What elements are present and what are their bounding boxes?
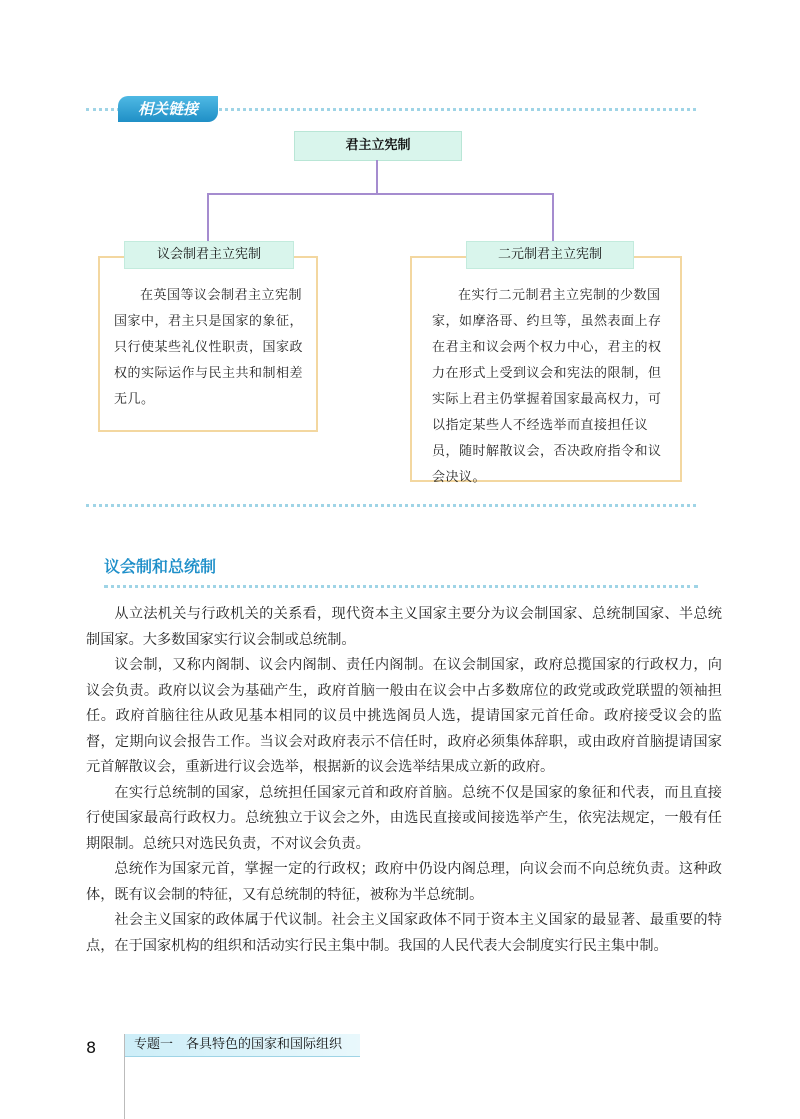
page-number: 8 [86,1038,97,1057]
footer-underline [124,1056,360,1057]
footer-chapter-title: 专题一 各具特色的国家和国际组织 [134,1037,343,1052]
section-dotted-divider [104,585,698,588]
body-paragraph: 总统作为国家元首，掌握一定的行政权；政府中仍设内阁总理，向议会而不向总统负责。这种政体，既有议会制的特征，又有总统制的特征，被称为半总统制。 [86,861,722,903]
left-panel-title: 议会制君主立宪制 [124,241,294,269]
body-paragraph: 议会制，又称内阁制、议会内阁制、责任内阁制。在议会制国家，政府总揽国家的行政权力，向议会负责。政府以议会为基础产生，政府首脑一般由在议会中占多数席位的政党或政党联盟的领袖担任。政府首脑往往从政见基本相同的议员中挑选阁员人选，提请国家元首任命。政府接受议会的监督，定期向议会报告工作。当议会对政府表示不信任时，政府必须集体辞职，或由政府首脑提请国家元首解散议会，重新进行议会选举，根据新的议会选举结果成立新的政府。 [86,657,722,775]
body-paragraph: 在实行总统制的国家，总统担任国家元首和政府首脑。总统不仅是国家的象征和代表，而且直接行使国家最高行政权力。总统独立于议会之外，由选民直接或间接选举产生，依宪法规定，一般有任期限制。总统只对选民负责，不对议会负责。 [86,784,722,852]
connector-left [207,193,209,241]
body-paragraph: 从立法机关与行政机关的关系看，现代资本主义国家主要分为议会制国家、总统制国家、半总统制国家。大多数国家实行议会制或总统制。 [86,606,722,648]
right-panel-paragraph: 在实行二元制君主立宪制的少数国家，如摩洛哥、约旦等，虽然表面上存在君主和议会两个权力中心，君主的权力在形式上受到议会和宪法的限制，但实际上君主仍掌握着国家最高权力，可以指定某些人不经选举而直接担任议员，随时解散议会，否决政府指令和议会决议。 [432,288,662,485]
left-panel-text [114,283,306,413]
mid-dotted-divider [86,504,696,507]
right-panel-title: 二元制君主立宪制 [466,241,634,269]
section-heading: 议会制和总统制 [104,557,217,576]
left-panel-paragraph: 在英国等议会制君主立宪制国家中，君主只是国家的象征，只行使某些礼仪性职责，国家政权的实际运作与民主共和制相差无几。 [114,288,304,407]
chart-root-node: 君主立宪制 [294,131,462,161]
related-links-badge: 相关链接 [118,96,218,122]
body-paragraph: 社会主义国家的政体属于代议制。社会主义国家政体不同于资本主义国家的最显著、最重要的特点，在于国家机构的组织和活动实行民主集中制。我国的人民代表大会制度实行民主集中制。 [86,912,722,954]
connector-root [376,160,378,194]
footer-vertical-rule [124,1034,125,1119]
connector-right [552,193,554,241]
right-panel-text [432,283,668,491]
connector-horizontal [208,193,554,195]
section-body [86,602,722,959]
